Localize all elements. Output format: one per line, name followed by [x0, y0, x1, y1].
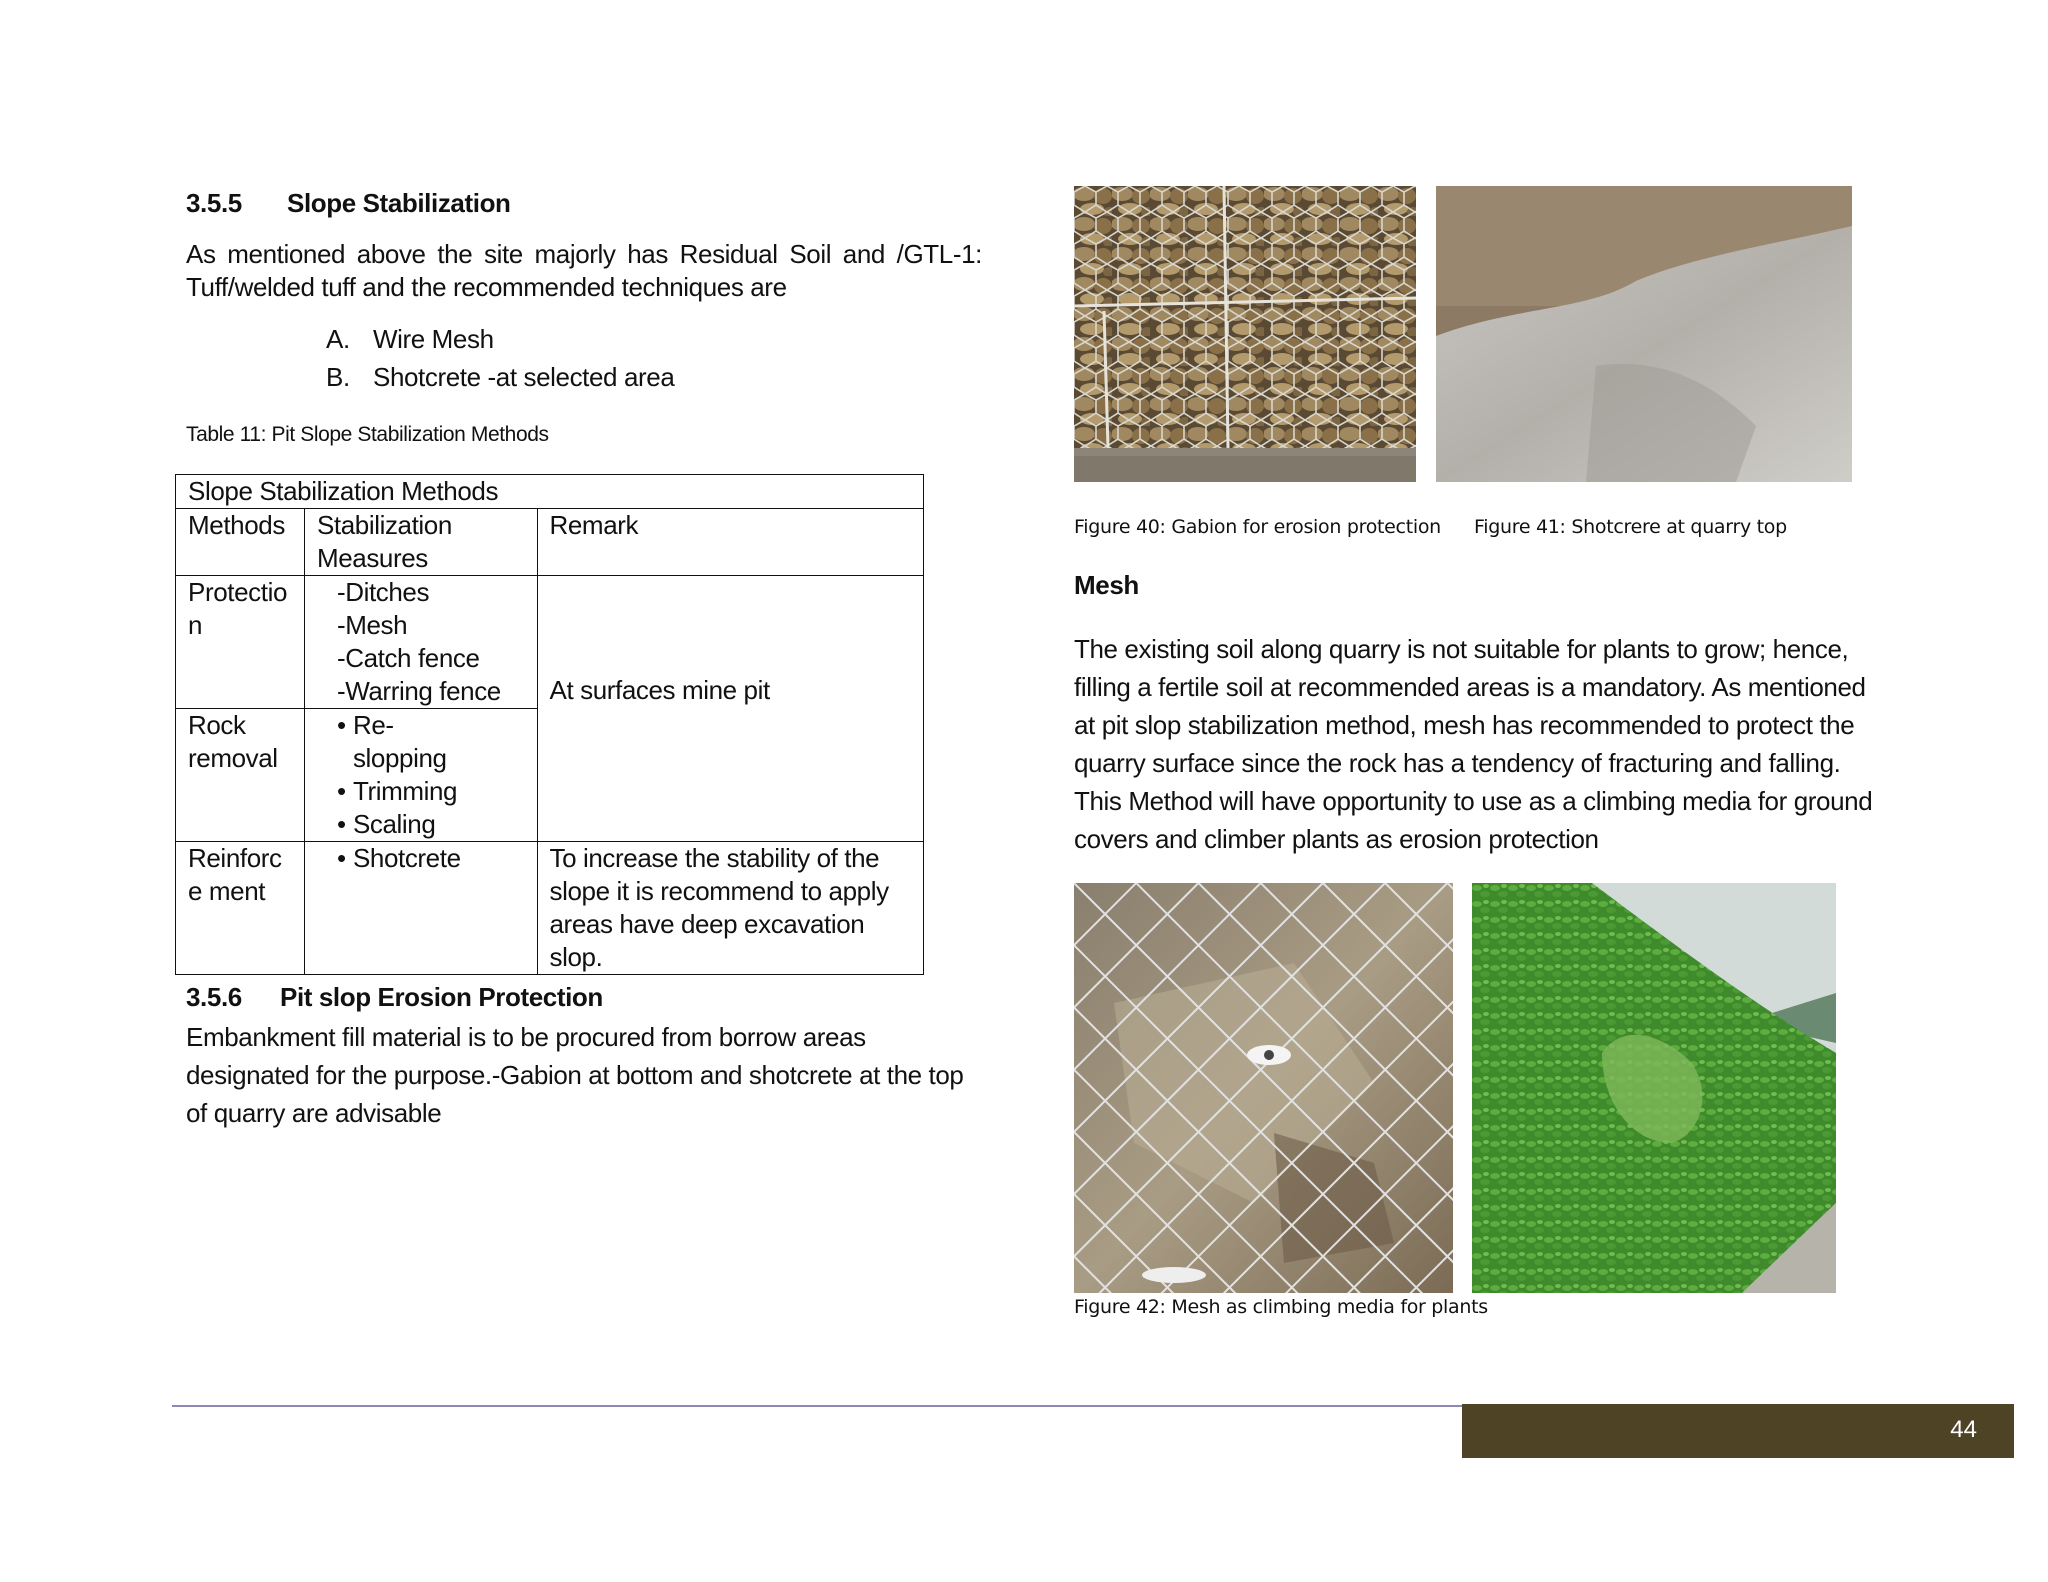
gabion-photo: [1074, 186, 1416, 482]
remark-cell: To increase the stability of the slope it is recommend to apply areas have deep excavation slop.: [537, 842, 924, 975]
erosion-paragraph: Embankment fill material is to be procured from borrow areas designated for the purpose.-Gabion at bottom and shotcrete at the top of quarry are advisable: [186, 1022, 964, 1128]
table-title: Slope Stabilization Methods: [176, 475, 924, 509]
section-heading-3-5-5: [186, 188, 511, 219]
measure-item: -Catch fence: [336, 643, 480, 673]
table-caption: Table 11: Pit Slope Stabilization Methods: [186, 423, 549, 446]
bullet-item: • Shotcrete: [305, 842, 525, 875]
list-text: Shotcrete -at selected area: [373, 362, 675, 392]
measure-item: -Ditches: [336, 577, 430, 607]
section-number: 3.5.6: [186, 982, 242, 1012]
intro-paragraph: As mentioned above the site majorly has Residual Soil and /GTL-1: Tuff/welded tuff and the recommended techniques are: [186, 239, 982, 302]
mesh-heading: Mesh: [1074, 570, 1139, 600]
footer-bar: [1462, 1404, 2014, 1458]
method-cell: Rock removal: [176, 709, 305, 842]
method-cell: Protectio n: [176, 576, 305, 709]
method-cell: Reinforce ment: [176, 842, 305, 975]
section-number: 3.5.5: [186, 188, 242, 218]
header-measures: Stabilization Measures: [304, 509, 537, 576]
section-heading-3-5-6: [186, 982, 603, 1013]
header-methods: Methods: [176, 509, 305, 576]
mesh-paragraph: The existing soil along quarry is not suitable for plants to grow; hence, filling a fertile soil at recommended areas is a mandatory. As mentioned at pit slop stabilization method, mesh has recommended to protect the quarry surface since the rock has a tendency of fracturing and falling. This Method will have opportunity to use as a climbing media for ground covers and climber plants as erosion protection: [1074, 634, 1873, 854]
table-row: [176, 842, 924, 975]
list-text: Wire Mesh: [373, 324, 494, 354]
techniques-list: [326, 320, 674, 396]
page-number: 44: [1950, 1416, 1977, 1443]
figure-42-caption: Figure 42: Mesh as climbing media for plants: [1074, 1296, 1488, 1318]
measures-cell: [304, 576, 537, 709]
remark-cell: At surfaces mine pit: [537, 576, 924, 842]
stabilization-methods-table: [175, 474, 924, 975]
list-item: [326, 358, 674, 396]
measures-cell: [304, 709, 537, 842]
bullet-item: • Scaling: [305, 808, 525, 841]
footer-rule: [172, 1405, 1462, 1407]
figure-40-caption: Figure 40: Gabion for erosion protection: [1074, 516, 1441, 538]
vegetated-slope-photo: [1472, 883, 1836, 1293]
shotcrete-photo: [1436, 186, 1852, 482]
section-title: Pit slop Erosion Protection: [280, 982, 603, 1012]
table-header-row: [176, 509, 924, 576]
bullet-item: • Re- slopping: [305, 709, 443, 775]
measure-item: -Warring fence: [336, 676, 501, 706]
table-title-row: [176, 475, 924, 509]
list-item: [326, 320, 674, 358]
measures-cell: [304, 842, 537, 975]
header-remark: Remark: [537, 509, 924, 576]
section-title: Slope Stabilization: [287, 188, 511, 218]
measure-item: -Mesh: [336, 610, 408, 640]
list-label: B.: [326, 362, 350, 392]
figure-41-caption: Figure 41: Shotcrere at quarry top: [1474, 516, 1787, 538]
list-label: A.: [326, 324, 350, 354]
wire-mesh-rock-photo: [1074, 883, 1453, 1293]
bullet-item: • Trimming: [305, 775, 525, 808]
table-row: [176, 576, 924, 709]
